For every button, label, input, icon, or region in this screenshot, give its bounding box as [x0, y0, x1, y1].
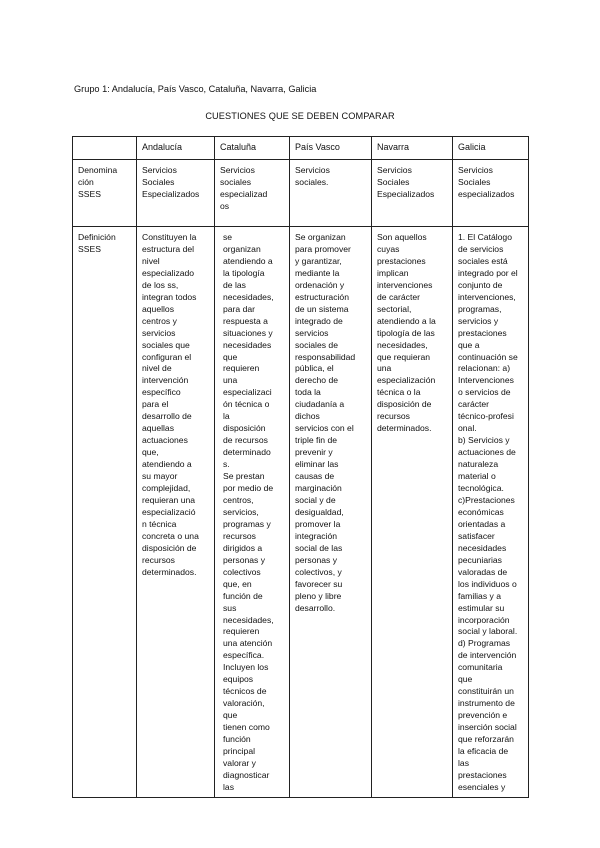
header-cell-pais-vasco: País Vasco — [290, 137, 372, 160]
table-row-denominacion — [73, 160, 529, 227]
document-title: CUESTIONES QUE SE DEBEN COMPARAR — [205, 111, 395, 121]
row-label-definicion: Definición SSES — [73, 227, 137, 798]
cell-denominacion-andalucia: Servicios Sociales Especializados — [137, 160, 215, 227]
header-cell-galicia: Galicia — [453, 137, 529, 160]
comparison-table — [72, 136, 529, 798]
cell-definicion-galicia: 1. El Catálogo de servicios sociales está integrado por el conjunto de intervenciones, programas, servicios y prestaciones que a continuación se relacionan: a) Intervenciones o servicios de carácter técnico-profesi onal. b) Servicios y actuaciones de naturaleza material o tecnológica. c)Prestaciones económicas orientadas a satisfacer necesidades pecuniarias valoradas de los individuos o familias y a estimular su incorporación social y laboral. d) Programas de intervención comunitaria que constituirán un instrumento de prevención e inserción social que reforzarán la eficacia de las prestaciones esenciales y — [453, 227, 529, 798]
cell-denominacion-galicia: Servicios Sociales especializados — [453, 160, 529, 227]
cell-definicion-pais-vasco: Se organizan para promover y garantizar, mediante la ordenación y estructuración de un sistema integrado de servicios sociales de responsabilidad pública, el derecho de toda la ciudadanía a dichos servicios con el triple fin de prevenir y eliminar las causas de marginación social y de desigualdad, promover la integración social de las personas y colectivos, y favorecer su pleno y libre desarrollo. — [290, 227, 372, 798]
cell-definicion-cataluna: se organizan atendiendo a la tipología de las necesidades, para dar respuesta a situaciones y necesidades que requieren una especializaci ón técnica o la disposición de recursos determinado s. Se prestan por medio de centros, servicios, programas y recursos dirigidos a personas y colectivos que, en función de sus necesidades, requieren una atención específica. Incluyen los equipos técnicos de valoración, que tienen como función principal valorar y diagnosticar las — [215, 227, 290, 798]
cell-definicion-andalucia: Constituyen la estructura del nivel especializado de los ss, integran todos aquellos centros y servicios sociales que configuran el nivel de intervención específico para el desarrollo de aquellas actuaciones que, atendiendo a su mayor complejidad, requieran una especializació n técnica concreta o una disposición de recursos determinados. — [137, 227, 215, 798]
cell-denominacion-cataluna: Servicios sociales especializad os — [215, 160, 290, 227]
table-row-definicion — [73, 227, 529, 798]
header-cell-empty — [73, 137, 137, 160]
cell-definicion-navarra: Son aquellos cuyas prestaciones implican intervenciones de carácter sectorial, atendiendo a la tipología de las necesidades, que requieran una especialización técnica o la disposición de recursos determinados. — [372, 227, 453, 798]
cell-denominacion-pais-vasco: Servicios sociales. — [290, 160, 372, 227]
table-header-row — [73, 137, 529, 160]
header-cell-cataluna: Cataluña — [215, 137, 290, 160]
header-cell-navarra: Navarra — [372, 137, 453, 160]
header-cell-andalucia: Andalucía — [137, 137, 215, 160]
group-line: Grupo 1: Andalucía, País Vasco, Cataluña, Navarra, Galicia — [74, 84, 317, 94]
row-label-denominacion: Denomina ción SSES — [73, 160, 137, 227]
cell-denominacion-navarra: Servicios Sociales Especializados — [372, 160, 453, 227]
